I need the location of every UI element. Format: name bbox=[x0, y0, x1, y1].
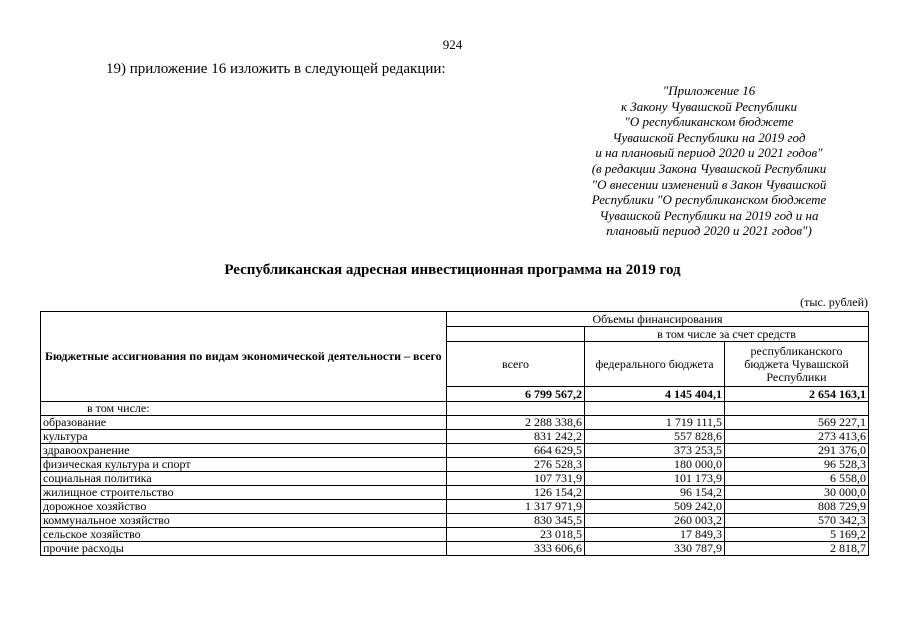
row-total: 107 731,9 bbox=[447, 472, 585, 486]
row-republic: 569 227,1 bbox=[725, 416, 869, 430]
row-total: 2 288 338,6 bbox=[447, 416, 585, 430]
header-total: всего bbox=[447, 342, 585, 387]
header-funding-volumes: Объемы финансирования bbox=[447, 312, 869, 327]
row-republic: 2 818,7 bbox=[725, 542, 869, 556]
row-republic: 6 558,0 bbox=[725, 472, 869, 486]
table-row bbox=[41, 514, 869, 528]
row-name: коммунальное хозяйство bbox=[41, 514, 447, 528]
row-federal: 1 719 111,5 bbox=[585, 416, 725, 430]
appendix-line: "О республиканском бюджете bbox=[624, 114, 794, 130]
row-total: 23 018,5 bbox=[447, 528, 585, 542]
row-republic: 273 413,6 bbox=[725, 430, 869, 444]
appendix-line: Чувашской Республики на 2019 год и на bbox=[599, 207, 819, 223]
row-name: дорожное хозяйство bbox=[41, 500, 447, 514]
total-federal: 4 145 404,1 bbox=[585, 387, 725, 402]
row-federal: 17 849,3 bbox=[585, 528, 725, 542]
row-name: культура bbox=[41, 430, 447, 444]
row-total: 276 528,3 bbox=[447, 458, 585, 472]
appendix-line: "О внесении изменений в Закон Чувашской bbox=[591, 176, 827, 192]
table-row bbox=[41, 528, 869, 542]
row-name: сельское хозяйство bbox=[41, 528, 447, 542]
row-name: прочие расходы bbox=[41, 542, 447, 556]
table-row bbox=[41, 500, 869, 514]
row-federal: 180 000,0 bbox=[585, 458, 725, 472]
header-including-funds: в том числе за счет средств bbox=[585, 327, 869, 342]
row-republic: 291 376,0 bbox=[725, 444, 869, 458]
table-row bbox=[41, 472, 869, 486]
header-federal-budget: федерального бюджета bbox=[585, 342, 725, 387]
instruction-text: 19) приложение 16 изложить в следующей редакции: bbox=[106, 61, 446, 77]
row-name: физическая культура и спорт bbox=[41, 458, 447, 472]
row-name: здравоохранение bbox=[41, 444, 447, 458]
row-name: социальная политика bbox=[41, 472, 447, 486]
units-label: (тыс. рублей) bbox=[800, 295, 868, 309]
row-federal: 509 242,0 bbox=[585, 500, 725, 514]
row-republic: 570 342,3 bbox=[725, 514, 869, 528]
row-total: 830 345,5 bbox=[447, 514, 585, 528]
row-name: жилищное строительство bbox=[41, 486, 447, 500]
row-republic: 808 729,9 bbox=[725, 500, 869, 514]
appendix-reference bbox=[560, 83, 858, 239]
row-name: образование bbox=[41, 416, 447, 430]
appendix-line: Республики "О республиканском бюджете bbox=[591, 192, 827, 208]
appendix-line: плановый период 2020 и 2021 годов") bbox=[606, 223, 812, 239]
appendix-line: "Приложение 16 bbox=[662, 83, 756, 98]
row-total: 831 242,2 bbox=[447, 430, 585, 444]
row-federal: 330 787,9 bbox=[585, 542, 725, 556]
row-republic: 5 169,2 bbox=[725, 528, 869, 542]
investment-program-table bbox=[40, 311, 869, 556]
page-number: 924 bbox=[442, 37, 463, 52]
row-federal: 96 154,2 bbox=[585, 486, 725, 500]
total-republic: 2 654 163,1 bbox=[725, 387, 869, 402]
header-republic-budget: республиканского бюджета Чувашской Республики bbox=[725, 342, 869, 387]
row-total: 664 629,5 bbox=[447, 444, 585, 458]
total-all: 6 799 567,2 bbox=[447, 387, 585, 402]
row-total: 333 606,6 bbox=[447, 542, 585, 556]
row-republic: 96 528,3 bbox=[725, 458, 869, 472]
table-row bbox=[41, 416, 869, 430]
table-row bbox=[41, 444, 869, 458]
header-budget-allocations: Бюджетные ассигнования по видам экономической деятельности – всего bbox=[41, 312, 447, 402]
row-total: 126 154,2 bbox=[447, 486, 585, 500]
appendix-line: (в редакции Закона Чувашской Республики bbox=[591, 160, 827, 176]
row-federal: 101 173,9 bbox=[585, 472, 725, 486]
row-federal: 557 828,6 bbox=[585, 430, 725, 444]
table-row bbox=[41, 458, 869, 472]
table-row bbox=[41, 542, 869, 556]
row-total: 1 317 971,9 bbox=[447, 500, 585, 514]
including-label: в том числе: bbox=[41, 402, 447, 416]
row-federal: 373 253,5 bbox=[585, 444, 725, 458]
appendix-line: к Закону Чувашской Республики bbox=[620, 98, 798, 114]
row-federal: 260 003,2 bbox=[585, 514, 725, 528]
appendix-line: Чувашской Республики на 2019 год bbox=[612, 129, 806, 145]
table-row bbox=[41, 430, 869, 444]
appendix-line: и на плановый период 2020 и 2021 годов" bbox=[595, 145, 823, 161]
document-title: Республиканская адресная инвестиционная программа на 2019 год bbox=[224, 262, 681, 278]
table-row bbox=[41, 486, 869, 500]
row-republic: 30 000,0 bbox=[725, 486, 869, 500]
